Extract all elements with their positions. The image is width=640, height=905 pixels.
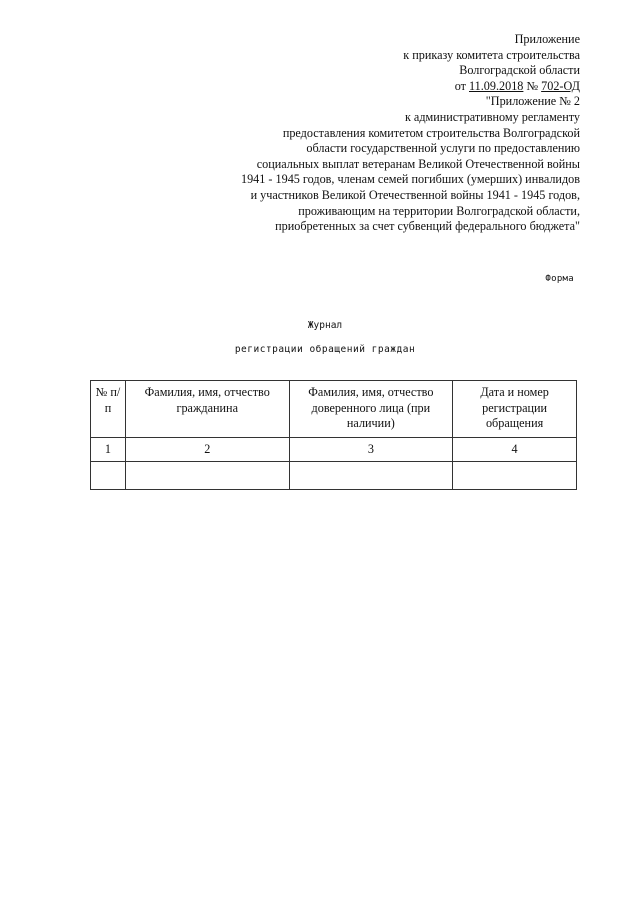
table-header-row (91, 381, 577, 438)
header-line: социальных выплат ветеранам Великой Отечественной войны (256, 156, 580, 171)
order-number: 702-ОД (541, 78, 580, 93)
header-line: Приложение (514, 32, 580, 46)
table-cell (453, 462, 577, 490)
table-cell: 2 (125, 438, 289, 462)
header-line: 1941 - 1945 годов, членам семей погибших (умерших) инвалидов (240, 172, 580, 187)
table-cell: 3 (289, 438, 453, 462)
header-line: приобретенных за счет субвенций федерального бюджета" (275, 219, 580, 234)
column-header-number: № п/п (91, 381, 126, 438)
table-cell: 1 (91, 438, 126, 462)
column-header-proxy-name: Фамилия, имя, отчество доверенного лица (при наличии) (289, 381, 453, 438)
header-line: к приказу комитета строительства (403, 47, 580, 62)
journal-title: Журнал (307, 320, 343, 331)
journal-subtitle: регистрации обращений граждан (234, 344, 416, 355)
table-row-column-numbers (91, 438, 577, 462)
order-date: 11.09.2018 (469, 78, 524, 93)
header-line: проживающим на территории Волгоградской области, (298, 203, 580, 218)
column-header-citizen-name: Фамилия, имя, отчество гражданина (125, 381, 289, 438)
form-label: Форма (545, 274, 574, 284)
table-cell: 4 (453, 438, 577, 462)
column-header-registration: Дата и номер регистрации обращения (453, 381, 577, 438)
header-line: "Приложение № 2 (485, 94, 580, 109)
header-line: области государственной услуги по предоставлению (306, 141, 580, 156)
header-line: и участников Великой Отечественной войны 1941 - 1945 годов, (250, 187, 580, 202)
header-line: к административному регламенту (404, 109, 580, 124)
order-reference (180, 79, 580, 95)
appendix-header (180, 32, 580, 235)
table-cell (125, 462, 289, 490)
table-row (91, 462, 577, 490)
order-number-sign: № (526, 78, 539, 93)
table-cell (289, 462, 453, 490)
header-line: Волгоградской области (459, 63, 580, 78)
order-prefix: от (454, 78, 466, 93)
registration-journal-table (90, 380, 577, 490)
header-line: предоставления комитетом строительства Волгоградской (282, 125, 580, 140)
table-cell (91, 462, 126, 490)
